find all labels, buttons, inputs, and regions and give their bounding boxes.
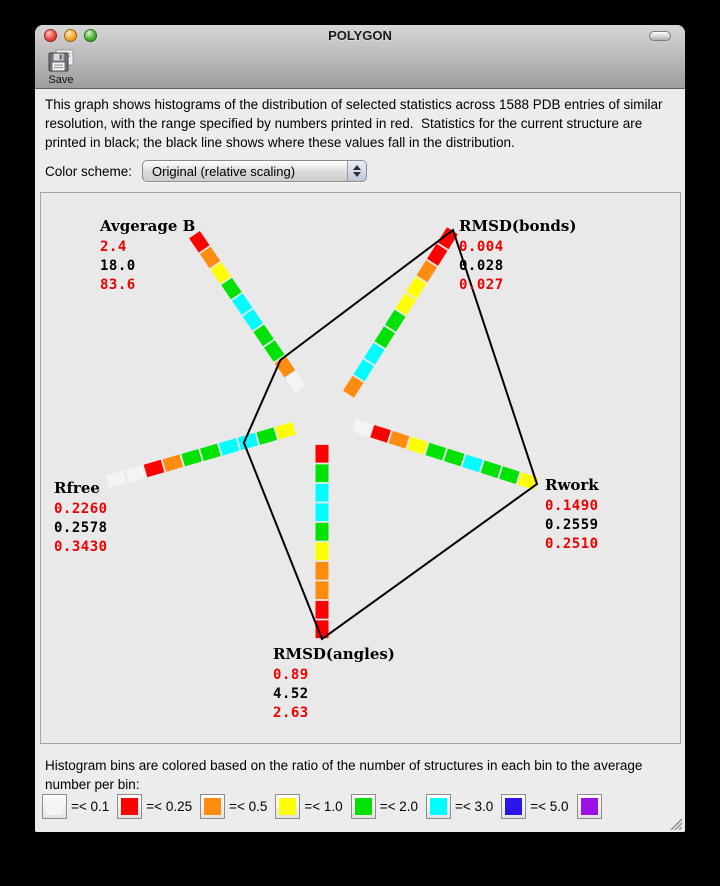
legend-label: =< 0.25 <box>146 799 193 814</box>
polygon-window <box>35 25 685 832</box>
axis-value-value: 0.028 <box>459 258 504 274</box>
axis-title: Rwork <box>545 476 599 494</box>
legend-label: =< 3.0 <box>454 799 494 814</box>
axis-value-value: 4.52 <box>273 686 309 702</box>
legend-caption: Histogram bins are colored based on the ratio of the number of structures in each bin to the average number per bin: <box>45 758 643 792</box>
legend-swatch-yellow-icon <box>275 794 300 819</box>
axis-min-value: 0.2260 <box>54 501 108 517</box>
axis-max-value: 83.6 <box>100 277 136 293</box>
resize-grip[interactable] <box>668 816 682 830</box>
save-button-label: Save <box>48 74 74 86</box>
color-scheme-dropdown[interactable] <box>142 160 367 182</box>
axis-title: RMSD(bonds) <box>459 217 577 235</box>
main-content <box>35 90 685 832</box>
axis-rmsd-angles <box>273 645 395 723</box>
axis-min-value: 0.004 <box>459 239 504 255</box>
save-floppy-icon <box>48 49 75 73</box>
axis-max-value: 0.2510 <box>545 536 599 552</box>
legend-item-cyan <box>426 794 493 819</box>
axis-min-value: 2.4 <box>100 239 127 255</box>
description-text: This graph shows histograms of the distribution of selected statistics across 1588 PDB entries of similar resolution, with the range specified by numbers printed in red. Statistics for the current structure are printed in black; the black line shows where these values fall in the distribution. <box>45 97 667 150</box>
axis-min-value: 0.89 <box>273 667 309 683</box>
window-title: POLYGON <box>328 28 392 43</box>
legend-swatch-orange-icon <box>200 794 225 819</box>
legend-label: =< 1.0 <box>304 799 343 814</box>
axis-min-value: 0.1490 <box>545 498 599 514</box>
legend-label: =< 0.5 <box>229 799 268 814</box>
legend-label: =< 0.1 <box>71 799 110 814</box>
histogram-bin-legend <box>42 794 679 819</box>
axis-value-value: 0.2559 <box>545 517 599 533</box>
legend-swatch-green-icon <box>351 794 376 819</box>
legend-label: =< 5.0 <box>530 799 569 814</box>
legend-swatch-red-icon <box>117 794 142 819</box>
axis-rmsd-bonds <box>459 217 576 295</box>
legend-swatch-blue-icon <box>501 794 526 819</box>
legend-swatch-white-icon <box>42 794 67 819</box>
axis-avgerage-b <box>100 217 195 295</box>
legend-item-white <box>42 794 109 819</box>
axis-title: Rfree <box>54 479 100 497</box>
plot-labels-layer <box>41 193 680 743</box>
axis-max-value: 0.3430 <box>54 539 108 555</box>
titlebar[interactable] <box>35 25 685 47</box>
legend-item-orange <box>200 794 267 819</box>
axis-rfree <box>54 479 108 557</box>
axis-rwork <box>545 476 599 554</box>
color-scheme-row <box>45 159 367 183</box>
legend-item-blue <box>501 794 568 819</box>
legend-label: =< 2.0 <box>379 799 418 814</box>
legend-swatch-cyan-icon <box>426 794 451 819</box>
color-scheme-label: Color scheme: <box>45 163 133 179</box>
axis-title: RMSD(angles) <box>273 645 395 663</box>
toolbar <box>35 47 685 89</box>
axis-value-value: 18.0 <box>100 258 136 274</box>
axis-title: Avgerage B <box>100 217 196 235</box>
polygon-plot-canvas <box>40 192 681 744</box>
color-scheme-selected-value: Original (relative scaling) <box>152 163 296 179</box>
legend-swatch-purple-icon <box>577 794 602 819</box>
legend-item-red <box>117 794 192 819</box>
toolbar-toggle-button[interactable] <box>649 31 671 41</box>
axis-max-value: 0.027 <box>459 277 504 293</box>
window-header <box>35 25 685 89</box>
save-button[interactable] <box>41 49 81 87</box>
legend-item-purple <box>577 794 606 819</box>
axis-max-value: 2.63 <box>273 705 309 721</box>
legend-item-green <box>351 794 418 819</box>
legend-item-yellow <box>275 794 342 819</box>
axis-value-value: 0.2578 <box>54 520 108 536</box>
dropdown-arrows-icon <box>347 161 366 181</box>
